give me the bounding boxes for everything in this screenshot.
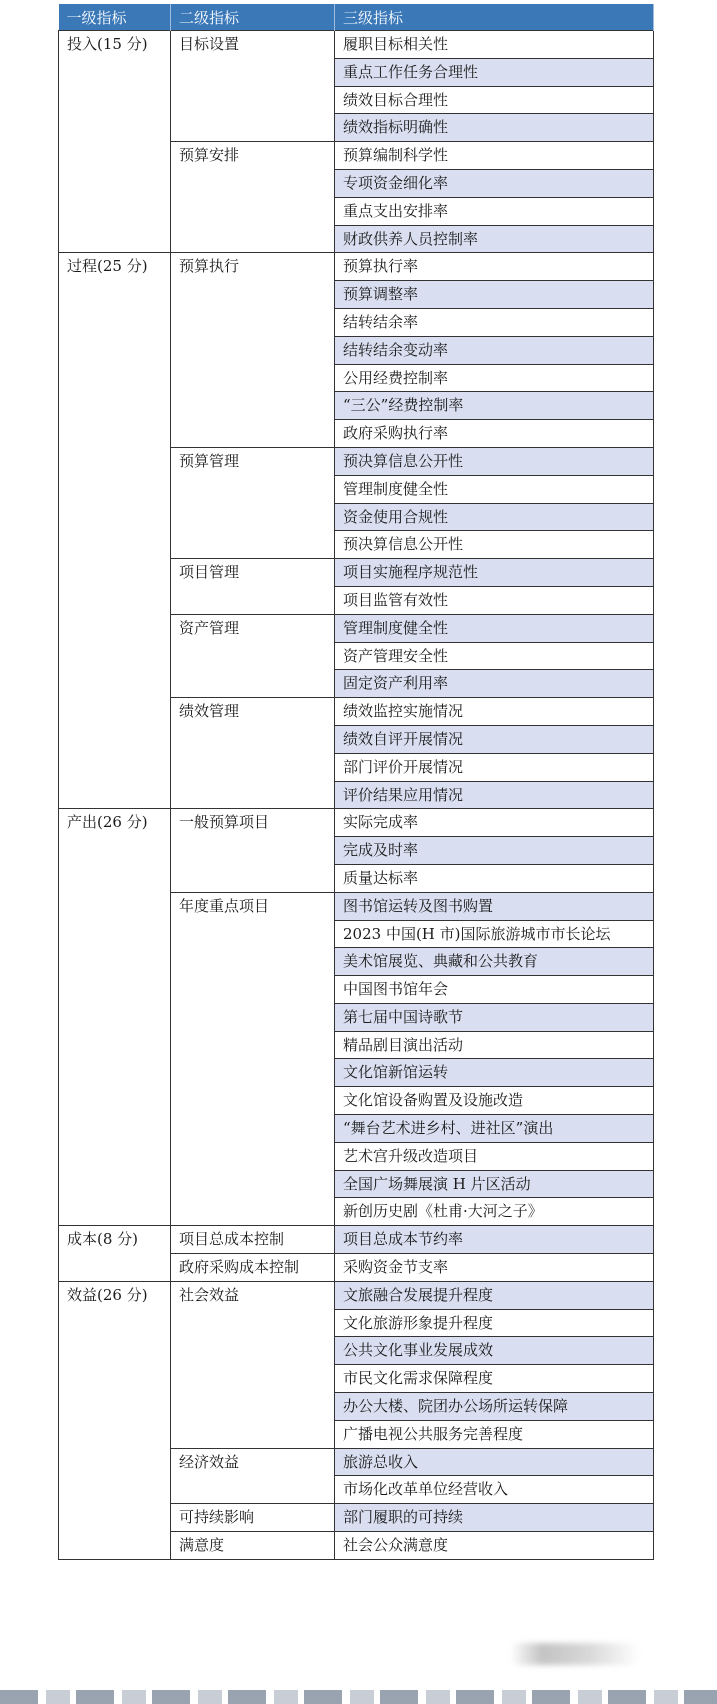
level1-indicator: 产出(26 分)	[59, 809, 171, 1226]
level3-indicator: 项目总成本节约率	[335, 1226, 654, 1254]
level3-indicator: 质量达标率	[335, 864, 654, 892]
level3-indicator: 绩效指标明确性	[335, 114, 654, 142]
level3-indicator: 公共文化事业发展成效	[335, 1337, 654, 1365]
level3-indicator: 预决算信息公开性	[335, 531, 654, 559]
level3-indicator: 市民文化需求保障程度	[335, 1365, 654, 1393]
level3-indicator: 美术馆展览、典藏和公共教育	[335, 948, 654, 976]
level3-indicator: 公用经费控制率	[335, 364, 654, 392]
table-body	[59, 31, 654, 1560]
level2-indicator: 预算执行	[171, 253, 335, 448]
level3-indicator: 预决算信息公开性	[335, 447, 654, 475]
level3-indicator: 文旅融合发展提升程度	[335, 1281, 654, 1309]
level3-indicator: 政府采购执行率	[335, 420, 654, 448]
level2-indicator: 资产管理	[171, 614, 335, 697]
level3-indicator: 广播电视公共服务完善程度	[335, 1420, 654, 1448]
level3-indicator: 管理制度健全性	[335, 475, 654, 503]
level3-indicator: 绩效自评开展情况	[335, 725, 654, 753]
level2-indicator: 一般预算项目	[171, 809, 335, 892]
level3-indicator: 部门履职的可持续	[335, 1504, 654, 1532]
level3-indicator: 项目实施程序规范性	[335, 559, 654, 587]
level3-indicator: 完成及时率	[335, 837, 654, 865]
level1-indicator: 效益(26 分)	[59, 1281, 171, 1559]
level2-indicator: 满意度	[171, 1532, 335, 1560]
header-level2: 二级指标	[171, 4, 335, 31]
level3-indicator: 实际完成率	[335, 809, 654, 837]
level3-indicator: 采购资金节支率	[335, 1254, 654, 1282]
level3-indicator: 预算执行率	[335, 253, 654, 281]
level2-indicator: 预算管理	[171, 447, 335, 558]
watermark-logo	[510, 1643, 640, 1665]
level1-indicator: 过程(25 分)	[59, 253, 171, 809]
level3-indicator: 市场化改革单位经营收入	[335, 1476, 654, 1504]
level2-indicator: 项目总成本控制	[171, 1226, 335, 1254]
level3-indicator: 文化旅游形象提升程度	[335, 1309, 654, 1337]
level3-indicator: 精品剧目演出活动	[335, 1031, 654, 1059]
level3-indicator: 专项资金细化率	[335, 169, 654, 197]
level3-indicator: 预算调整率	[335, 281, 654, 309]
level3-indicator: 履职目标相关性	[335, 31, 654, 59]
level3-indicator: 结转结余变动率	[335, 336, 654, 364]
level3-indicator: 第七届中国诗歌节	[335, 1003, 654, 1031]
table-row	[59, 253, 654, 281]
level3-indicator: 文化馆新馆运转	[335, 1059, 654, 1087]
level2-indicator: 绩效管理	[171, 698, 335, 809]
level3-indicator: 评价结果应用情况	[335, 781, 654, 809]
level3-indicator: 绩效监控实施情况	[335, 698, 654, 726]
indicator-table	[58, 4, 654, 1560]
level3-indicator: 全国广场舞展演 H 片区活动	[335, 1170, 654, 1198]
level2-indicator: 目标设置	[171, 31, 335, 142]
level2-indicator: 年度重点项目	[171, 892, 335, 1226]
header-level1: 一级指标	[59, 4, 171, 31]
level3-indicator: 中国图书馆年会	[335, 976, 654, 1004]
table-row	[59, 809, 654, 837]
level3-indicator: 项目监管有效性	[335, 586, 654, 614]
level3-indicator: 旅游总收入	[335, 1448, 654, 1476]
header-level3: 三级指标	[335, 4, 654, 31]
level3-indicator: 资产管理安全性	[335, 642, 654, 670]
level3-indicator: 管理制度健全性	[335, 614, 654, 642]
level1-indicator: 投入(15 分)	[59, 31, 171, 253]
level3-indicator: “舞台艺术进乡村、进社区”演出	[335, 1115, 654, 1143]
level3-indicator: 重点支出安排率	[335, 197, 654, 225]
table-row	[59, 31, 654, 59]
level3-indicator: 结转结余率	[335, 308, 654, 336]
level1-indicator: 成本(8 分)	[59, 1226, 171, 1282]
level2-indicator: 社会效益	[171, 1281, 335, 1448]
level2-indicator: 项目管理	[171, 559, 335, 615]
level3-indicator: 文化馆设备购置及设施改造	[335, 1087, 654, 1115]
level3-indicator: 财政供养人员控制率	[335, 225, 654, 253]
level3-indicator: 绩效目标合理性	[335, 86, 654, 114]
level3-indicator: 固定资产利用率	[335, 670, 654, 698]
blurred-bottom-strip	[0, 1690, 717, 1704]
level2-indicator: 政府采购成本控制	[171, 1254, 335, 1282]
level3-indicator: 重点工作任务合理性	[335, 58, 654, 86]
level2-indicator: 可持续影响	[171, 1504, 335, 1532]
level3-indicator: 艺术宫升级改造项目	[335, 1142, 654, 1170]
table-row	[59, 1281, 654, 1309]
level3-indicator: 预算编制科学性	[335, 142, 654, 170]
table-header-row	[59, 4, 654, 31]
level3-indicator: 社会公众满意度	[335, 1532, 654, 1560]
level2-indicator: 经济效益	[171, 1448, 335, 1504]
level3-indicator: 部门评价开展情况	[335, 753, 654, 781]
table-row	[59, 1226, 654, 1254]
level3-indicator: 2023 中国(H 市)国际旅游城市市长论坛	[335, 920, 654, 948]
level3-indicator: 图书馆运转及图书购置	[335, 892, 654, 920]
level3-indicator: 办公大楼、院团办公场所运转保障	[335, 1393, 654, 1421]
level3-indicator: 新创历史剧《杜甫·大河之子》	[335, 1198, 654, 1226]
level3-indicator: 资金使用合规性	[335, 503, 654, 531]
indicator-table-container	[58, 4, 653, 1560]
level3-indicator: “三公”经费控制率	[335, 392, 654, 420]
level2-indicator: 预算安排	[171, 142, 335, 253]
